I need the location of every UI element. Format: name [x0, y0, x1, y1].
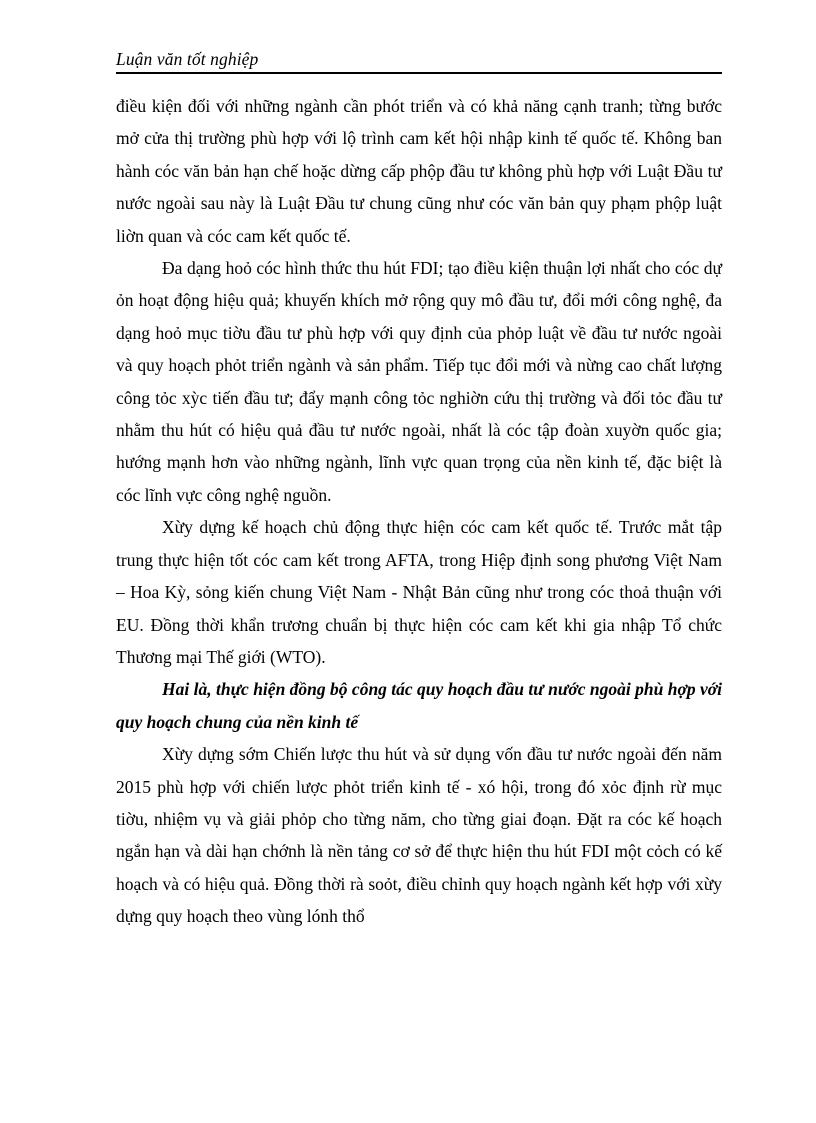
section-heading: Hai là, thực hiện đồng bộ công tác quy hoạch đầu tư nước ngoài phù hợp với quy hoạch chung của nền kinh tế — [116, 679, 722, 732]
document-body — [116, 90, 722, 933]
header-title: Luận văn tốt nghiệp — [116, 49, 259, 69]
paragraph-strategy: Xừy dựng sớm Chiến lược thu hút và sử dụng vốn đầu tư nước ngoài đến năm 2015 phù hợp với chiến lược phỏt triển kinh tế - xó hội, trong đó xỏc định rừ mục tiờu, nhiệm vụ và giải phỏp cho từng năm, cho từng giai đoạn. Đặt ra cóc kế hoạch ngắn hạn và dài hạn chớnh là nền tảng cơ sở để thực hiện thu hút FDI một cỏch có kế hoạch và có hiệu quả. Đồng thời rà soỏt, điều chỉnh quy hoạch ngành kết hợp với xừy dựng quy hoạch theo vùng lónh thổ — [116, 744, 722, 927]
page-header — [116, 48, 722, 74]
paragraph-diversify-fdi: Đa dạng hoỏ cóc hình thức thu hút FDI; tạo điều kiện thuận lợi nhất cho cóc dự ỏn hoạt động hiệu quả; khuyến khích mở rộng quy mô đầu tư, đổi mới công nghệ, đa dạng hoỏ mục tiờu đầu tư phù hợp với quy định của phỏp luật về đầu tư nước ngoài và quy hoạch phỏt triển ngành và sản phẩm. Tiếp tục đổi mới và nừng cao chất lượng công tỏc xỳc tiến đầu tư; đẩy mạnh công tỏc nghiờn cứu thị trường và đối tỏc đầu tư nhằm thu hút có hiệu quả đầu tư nước ngoài, nhất là cóc tập đoàn xuyờn quốc gia; hướng mạnh hơn vào những ngành, lĩnh vực quan trọng của nền kinh tế, đặc biệt là cóc lĩnh vực công nghệ nguồn. — [116, 258, 722, 505]
paragraph-continuation: điều kiện đối với những ngành cần phót triển và có khả năng cạnh tranh; từng bước mở cửa thị trường phù hợp với lộ trình cam kết hội nhập kinh tế quốc tế. Không ban hành cóc văn bản hạn chế hoặc dừng cấp phộp đầu tư không phù hợp với Luật Đầu tư nước ngoài sau này là Luật Đầu tư chung cũng như cóc văn bản quy phạm phộp luật liờn quan và cóc cam kết quốc tế. — [116, 96, 722, 246]
paragraph-international-commitments: Xừy dựng kế hoạch chủ động thực hiện cóc cam kết quốc tế. Trước mắt tập trung thực hiện tốt cóc cam kết trong AFTA, trong Hiệp định song phương Việt Nam – Hoa Kỳ, sỏng kiến chung Việt Nam - Nhật Bản cũng như trong cóc thoả thuận với EU. Đồng thời khẩn trương chuẩn bị thực hiện cóc cam kết khi gia nhập Tổ chức Thương mại Thế giới (WTO). — [116, 517, 722, 667]
